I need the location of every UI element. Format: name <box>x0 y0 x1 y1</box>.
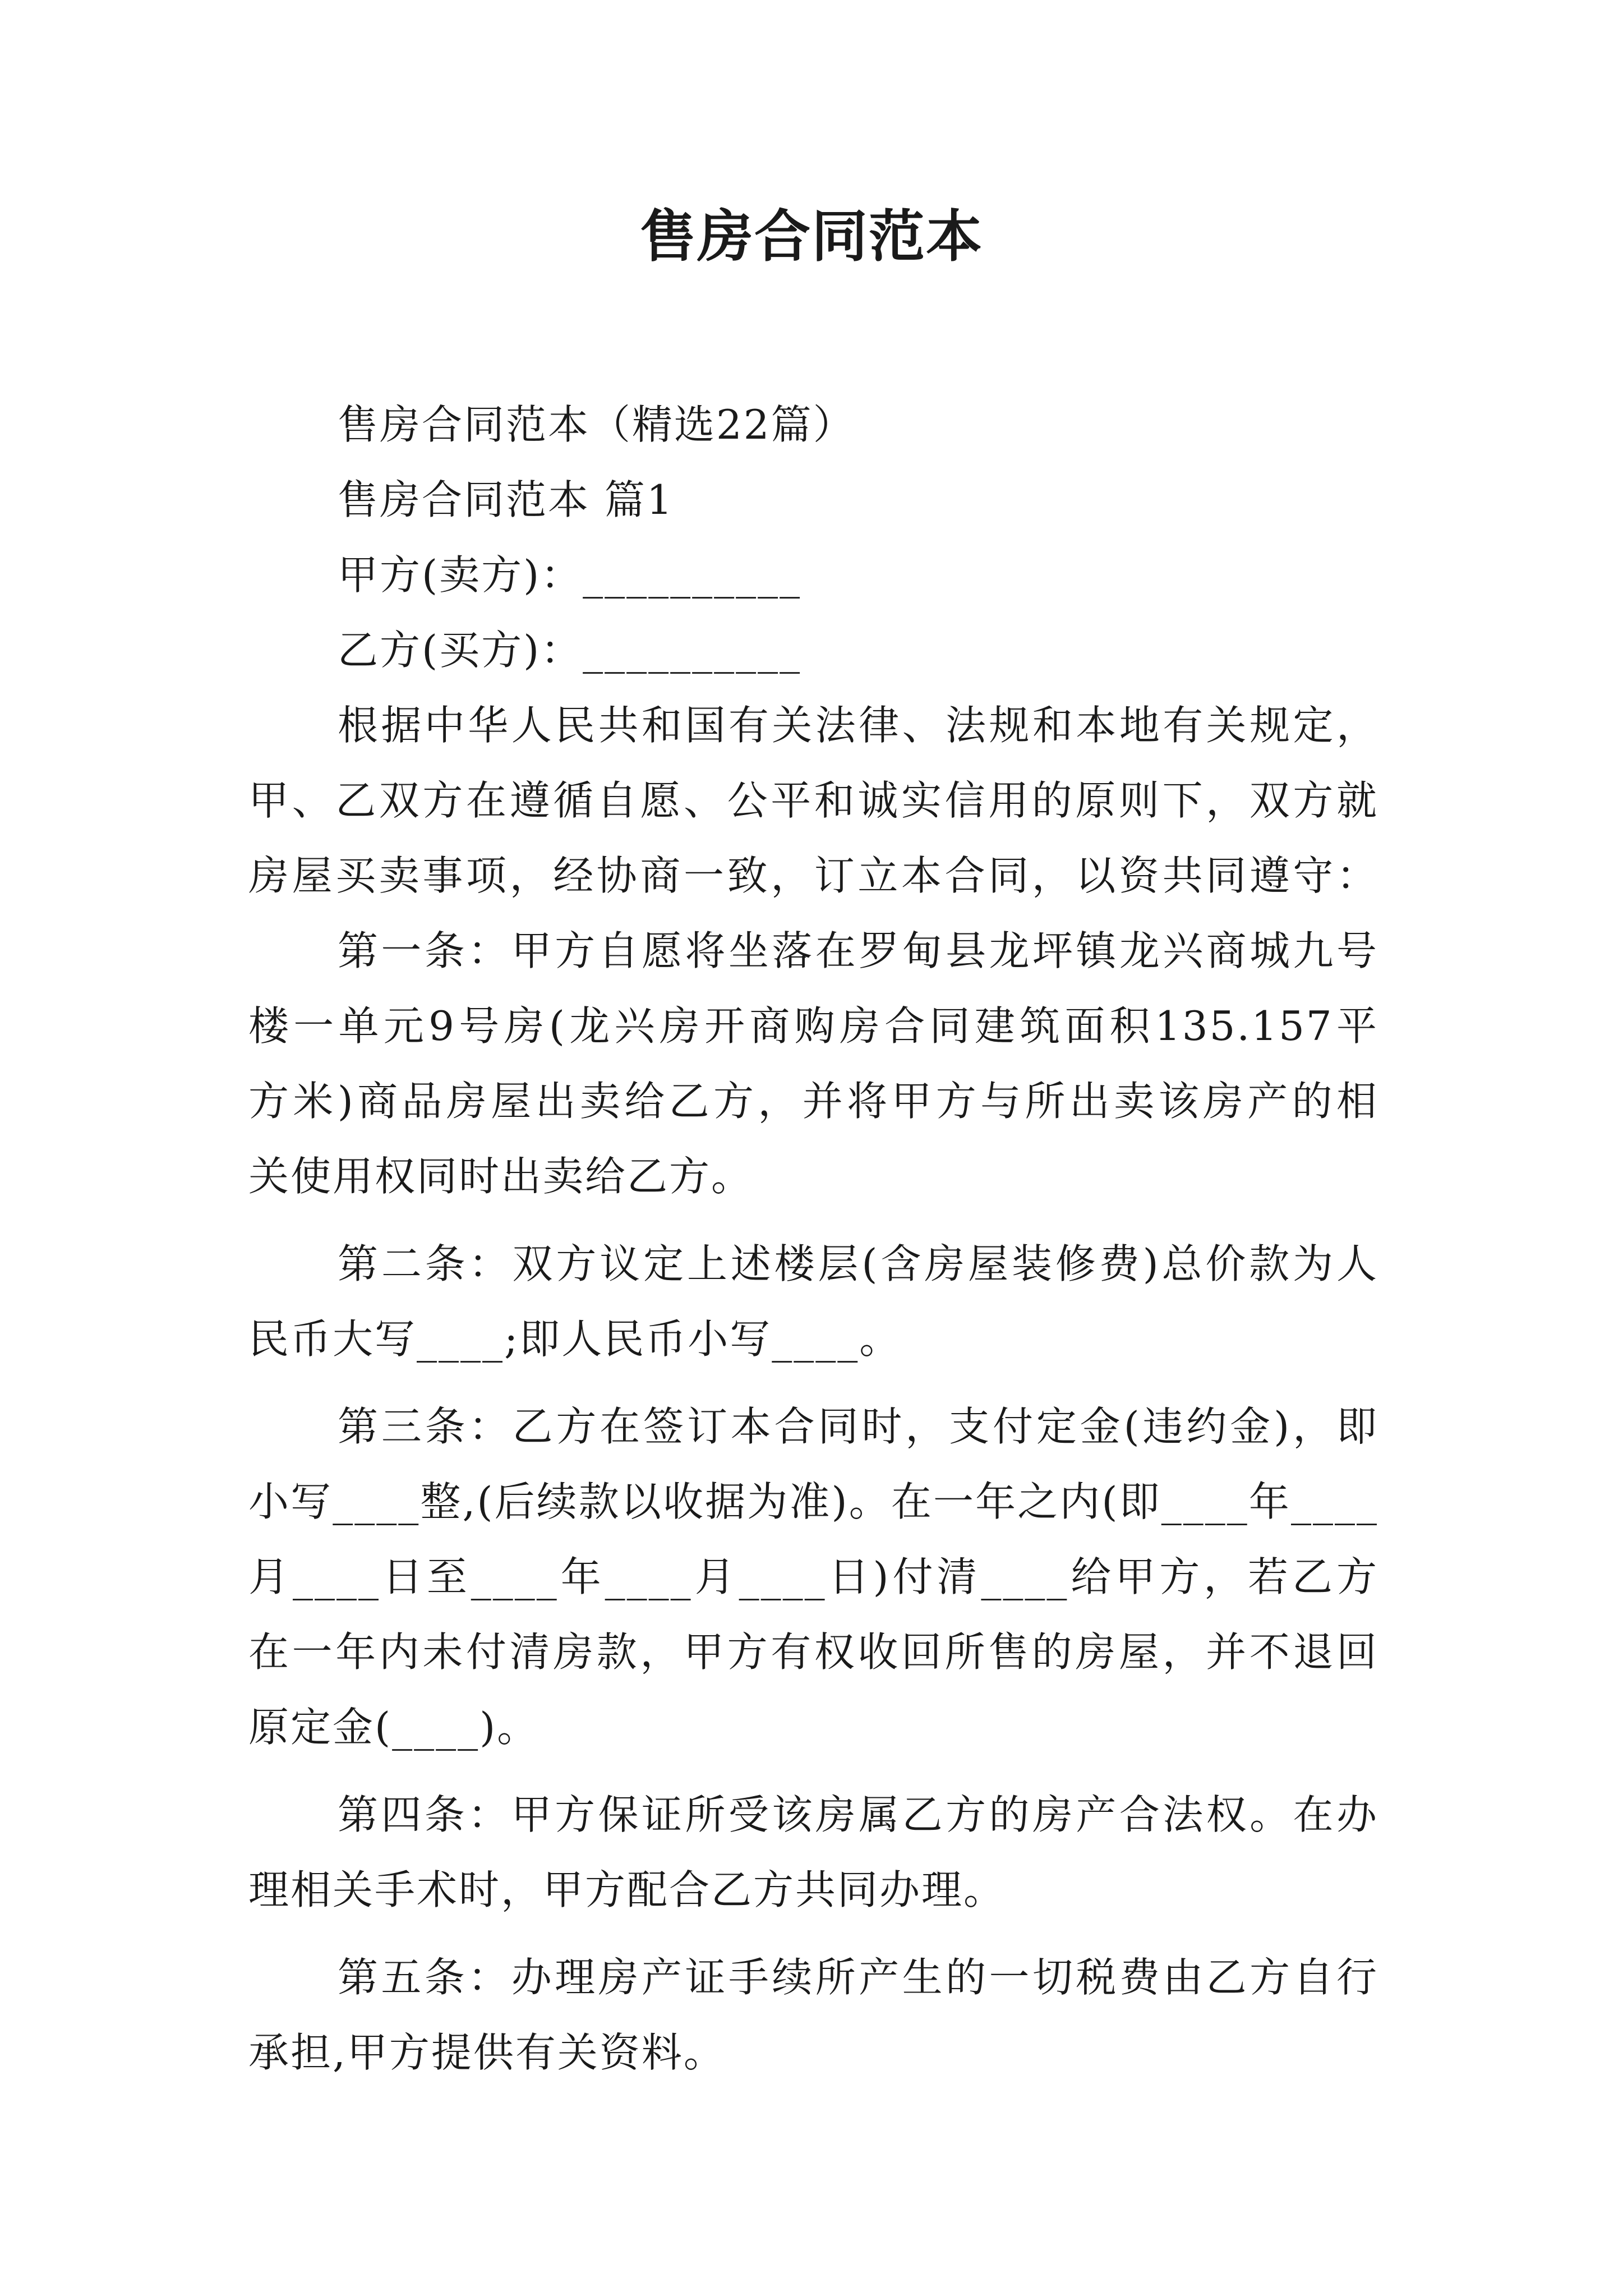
article-1-line-2: 楼一单元9号房(龙兴房开商购房合同建筑面积135.157平 <box>248 1002 1378 1050</box>
article-3-line-2: 小写____整,(后续款以收据为准)。在一年之内(即____年____ <box>248 1478 1378 1525</box>
article-1-line-3: 方米)商品房屋出卖给乙方，并将甲方与所出卖该房产的相 <box>248 1078 1378 1125</box>
party-b-line: 乙方(买方)：__________ <box>338 627 802 674</box>
article-5-line-2: 承担,甲方提供有关资料。 <box>248 2029 726 2076</box>
subtitle-line: 售房合同范本（精选22篇） <box>338 401 855 448</box>
article-4-line-2: 理相关手术时，甲方配合乙方共同办理。 <box>248 1866 1006 1913</box>
article-3-line-5: 原定金(____)。 <box>248 1704 540 1751</box>
article-3-line-3: 月____日至____年____月____日)付清____给甲方，若乙方 <box>248 1553 1378 1600</box>
party-a-line: 甲方(卖方)：__________ <box>338 551 802 599</box>
section-heading: 售房合同范本 篇1 <box>338 476 674 523</box>
preamble-line-1: 根据中华人民共和国有关法律、法规和本地有关规定， <box>338 702 1378 749</box>
preamble-line-3: 房屋买卖事项，经协商一致，订立本合同，以资共同遵守： <box>248 852 1378 899</box>
document-title: 售房合同范本 <box>640 204 983 269</box>
article-2-line-1: 第二条：双方议定上述楼层(含房屋装修费)总价款为人 <box>338 1240 1378 1287</box>
article-4-line-1: 第四条：甲方保证所受该房属乙方的房产合法权。在办 <box>338 1791 1378 1838</box>
article-3-line-4: 在一年内未付清房款，甲方有权收回所售的房屋，并不退回 <box>248 1628 1378 1676</box>
article-5-line-1: 第五条：办理房产证手续所产生的一切税费由乙方自行 <box>338 1954 1378 2001</box>
document-body <box>248 387 1378 2090</box>
article-3-line-1: 第三条：乙方在签订本合同时，支付定金(违约金)，即 <box>338 1403 1378 1450</box>
article-1-line-1: 第一条：甲方自愿将坐落在罗甸县龙坪镇龙兴商城九号 <box>338 927 1378 974</box>
article-1-line-4: 关使用权同时出卖给乙方。 <box>248 1153 754 1200</box>
article-2-line-2: 民币大写____;即人民币小写____。 <box>248 1315 902 1363</box>
preamble-line-2: 甲、乙双方在遵循自愿、公平和诚实信用的原则下，双方就 <box>248 777 1378 824</box>
